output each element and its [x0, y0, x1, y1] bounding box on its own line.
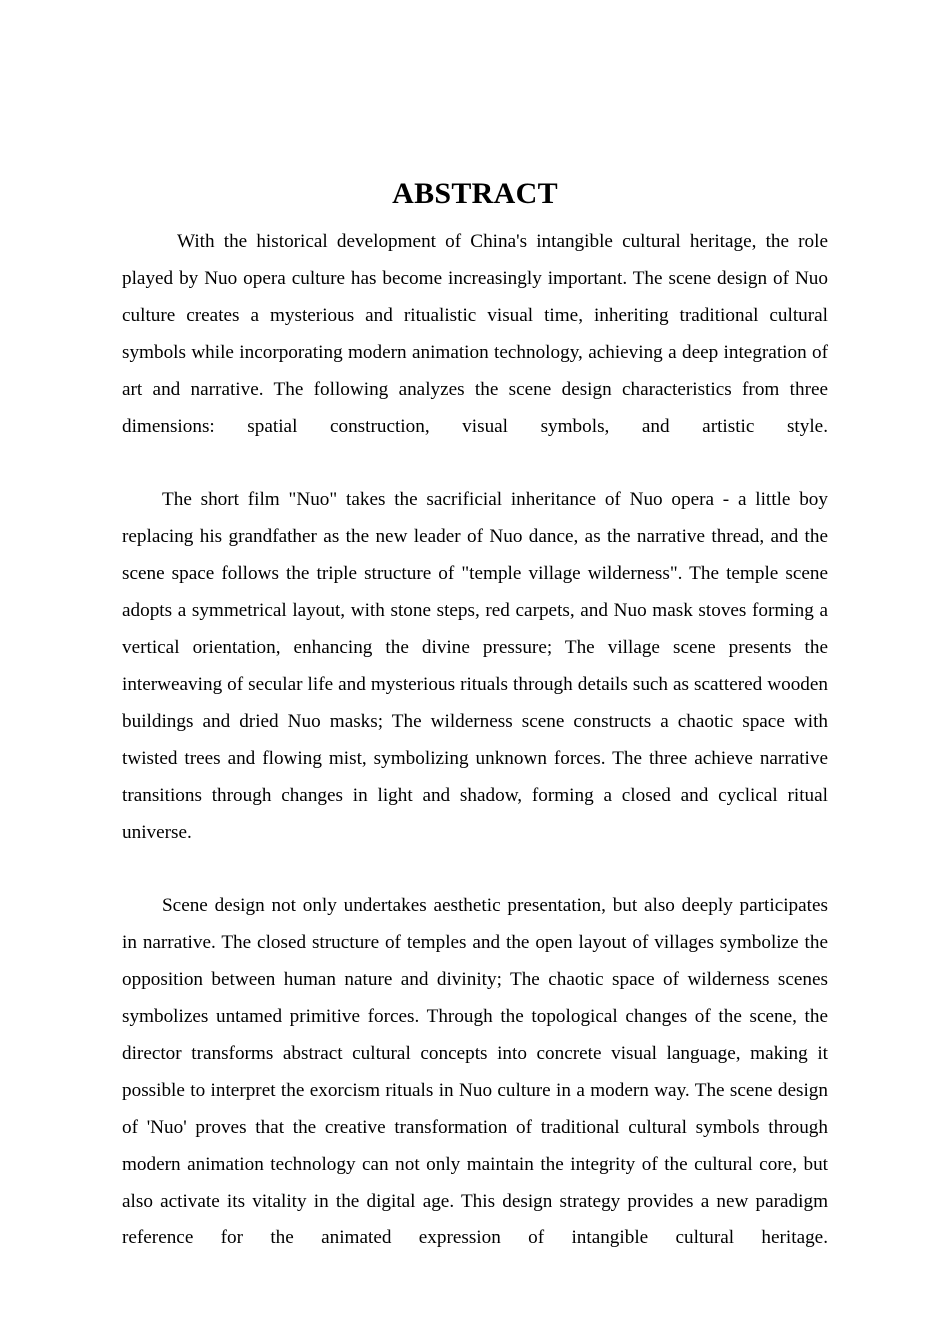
abstract-paragraph-2: The short film "Nuo" takes the sacrificial inheritance of Nuo opera - a little boy replacing his grandfather as the new leader of Nuo dance, as the narrative thread, and the scene space follows the triple structure of "temple village wilderness". The temple scene adopts a symmetrical layout, with stone steps, red carpets, and Nuo mask stoves forming a vertical orientation, enhancing the divine pressure; The village scene presents the interweaving of secular life and mysterious rituals through details such as scattered wooden buildings and dried Nuo masks; The wilderness scene constructs a chaotic space with twisted trees and flowing mist, symbolizing unknown forces. The three achieve narrative transitions through changes in light and shadow, forming a closed and cyclical ritual universe. — [122, 489, 828, 843]
page-title: ABSTRACT — [392, 177, 558, 210]
abstract-paragraph-1: With the historical development of China's intangible cultural heritage, the role played by Nuo opera culture has become increasingly important. The scene design of Nuo culture creates a mysterious and ritualistic visual time, inheriting traditional cultural symbols while incorporating modern animation technology, achieving a deep integration of art and narrative. The following analyzes the scene design characteristics from three dimensions: spatial construction, visual symbols, and artistic style. — [122, 231, 828, 437]
abstract-paragraph-3: Scene design not only undertakes aesthetic presentation, but also deeply participates in narrative. The closed structure of temples and the open layout of villages symbolize the opposition between human nature and divinity; The chaotic space of wilderness scenes symbolizes untamed primitive forces. Through the topological changes of the scene, the director transforms abstract cultural concepts into concrete visual language, making it possible to interpret the exorcism rituals in Nuo culture in a modern way. The scene design of 'Nuo' proves that the creative transformation of traditional cultural symbols through modern animation technology can not only maintain the integrity of the cultural core, but also activate its vitality in the digital age. This design strategy provides a new paradigm reference for the animated expression of intangible cultural heritage. — [122, 895, 828, 1249]
page-content — [122, 0, 828, 1294]
